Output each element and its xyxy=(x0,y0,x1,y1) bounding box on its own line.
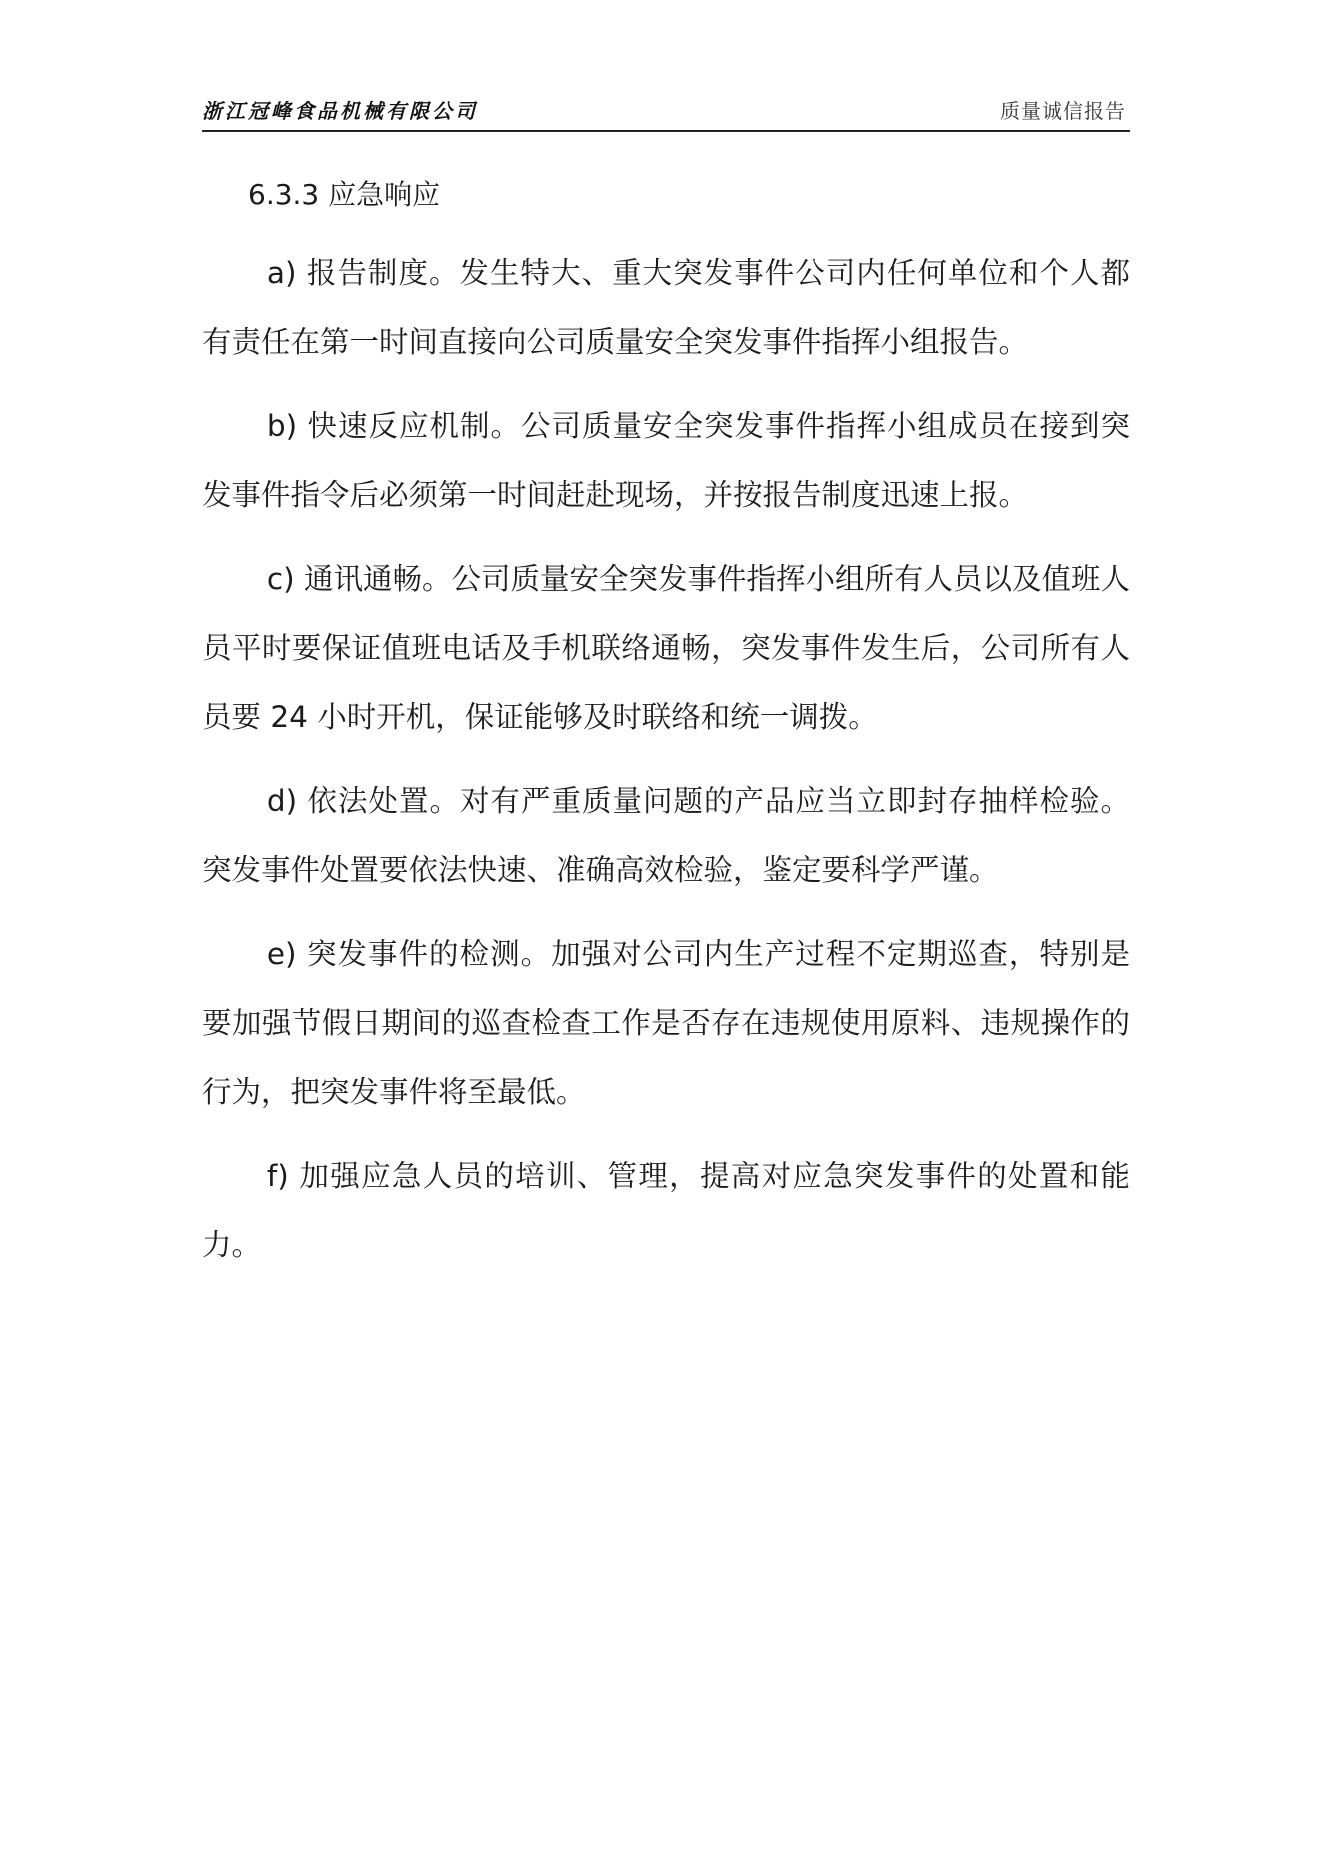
company-name: 浙江冠峰食品机械有限公司 xyxy=(202,99,478,123)
report-title: 质量诚信报告 xyxy=(1000,99,1126,123)
paragraph-f: f) 加强应急人员的培训、管理，提高对应急突发事件的处置和能力。 xyxy=(202,1159,1130,1262)
paragraph-a: a) 报告制度。发生特大、重大突发事件公司内任何单位和个人都有责任在第一时间直接向公司质量安全突发事件指挥小组报告。 xyxy=(202,256,1130,359)
paragraph-b: b) 快速反应机制。公司质量安全突发事件指挥小组成员在接到突发事件指令后必须第一时间赶赴现场，并按报告制度迅速上报。 xyxy=(202,409,1130,512)
section-heading: 6.3.3 应急响应 xyxy=(248,178,441,211)
document-body xyxy=(202,165,1130,1295)
paragraph-c: c) 通讯通畅。公司质量安全突发事件指挥小组所有人员以及值班人员平时要保证值班电话及手机联络通畅，突发事件发生后，公司所有人员要 24 小时开机，保证能够及时联络和统一调拨。 xyxy=(202,562,1130,734)
page-header xyxy=(202,92,1130,132)
paragraph-e: e) 突发事件的检测。加强对公司内生产过程不定期巡查，特别是要加强节假日期间的巡查检查工作是否存在违规使用原料、违规操作的行为，把突发事件将至最低。 xyxy=(202,937,1130,1109)
paragraph-d: d) 依法处置。对有严重质量问题的产品应当立即封存抽样检验。突发事件处置要依法快速、准确高效检验，鉴定要科学严谨。 xyxy=(202,784,1130,887)
